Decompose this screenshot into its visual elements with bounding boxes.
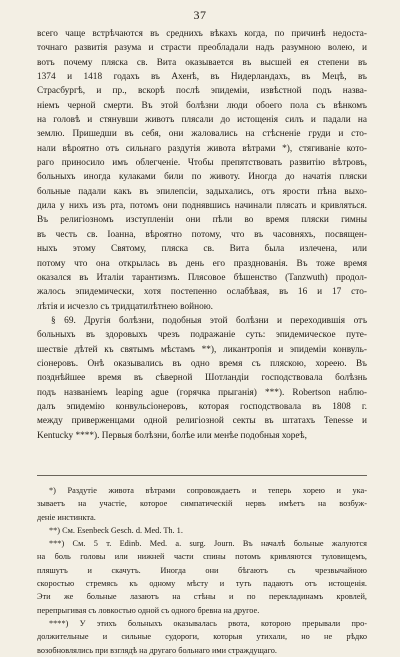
text-line: далъ эпидемію конвульсіонеровъ, которая господствовала въ 1808 г. — [37, 401, 367, 412]
text-line: нали вѣроятно отъ сильнаго раздутія живота вѣтрами *), стягиваніе кото- — [37, 143, 367, 154]
footnote-line: зываетъ на участіе, которое симпатическій нервъ имѣетъ на возбуж- — [37, 499, 367, 509]
text-line: позднѣйшее время въ сѣверной Шотландіи господствовала болѣзнь — [37, 373, 367, 384]
text-line: землю. Пришедши въ себя, они жаловались на стѣсненіе груди и сто- — [37, 129, 367, 140]
text-line: ныхъ этому Святому, пляска св. Вита была излечена, или — [37, 244, 367, 255]
footnote-line: перепрыгивая съ ловкостью одной съ одного бревна на другое. — [37, 605, 260, 615]
text-line: § 69. Другія болѣзни, подобныя этой болѣзни и переходившія отъ — [51, 315, 367, 326]
text-line: больныхъ въ здоровыхъ чрезъ подражаніе суть: эпидемическое путе- — [37, 330, 367, 341]
footnote-line: деніе инстинкта. — [37, 512, 96, 522]
main-text — [37, 27, 367, 443]
text-line: жалось эпидемически, хотя постепенно ослабѣвая, въ 16 и 17 сто- — [37, 287, 367, 298]
footnote-line: Эти же больные лазаютъ на стѣны и по перекладинамъ кровлей, — [37, 592, 367, 602]
footnote-line: скоростью стремясь къ одному мѣсту и тутъ падаютъ отъ истощенія. — [37, 579, 367, 589]
text-line: Kentucky ****). Первыя болѣзни, болѣе или менѣе подобныя хореѣ, — [37, 430, 307, 441]
text-line: сіонеровъ. Онѣ оказывались въ одно время съ пляскою, хореею. Въ — [37, 358, 367, 369]
footnote-line: на боль головы или нижней части спины потомъ кривляются туловищемъ, — [37, 552, 367, 562]
text-line: лѣтія и исчезло съ тридцатилѣтнею войною. — [37, 301, 214, 312]
footnote-line: **) См. Esenbeck Gesch. d. Med. Th. 1. — [49, 525, 183, 535]
footnote-line: должительные и сильные судороги, которыя утихали, но не рѣдко — [37, 632, 367, 642]
text-line: дила у нихъ изъ рта, потомъ они поднявшись начинали плясать и кривляться. — [37, 201, 367, 212]
footnote-line: возобновлялись при взглядѣ на другаго больнаго ими страждущаго. — [37, 645, 277, 655]
text-line: на головѣ и стянувши животъ плясали до истощенія силъ и падали на — [37, 115, 367, 126]
text-line: всего чаще встрѣчаются въ среднихъ вѣкахъ когда, по причинѣ недоста- — [37, 29, 367, 39]
text-line: оказался въ Италіи тарантизмъ. Плясовое бѣшенство (Tanzwuth) продол- — [37, 272, 367, 283]
text-line: раго приносило имъ облегченіе. Чтобы препятствовать развитію вѣтровъ, — [37, 158, 367, 169]
footnote-divider — [37, 475, 367, 476]
page-number: 37 — [193, 8, 207, 22]
text-line: между приверженцами одной религіозной секты въ штатахъ Tenesse и — [37, 416, 367, 427]
text-line: больные падали какъ въ эпилепсіи, задыхались, отъ ярости пѣна выхо- — [37, 186, 367, 197]
footnotes — [37, 484, 367, 657]
footnote-line: *) Раздутіе живота вѣтрами сопровождаетъ и теперь хорею и ука- — [49, 486, 367, 495]
text-line: точнаго развитія разума и страсти преобладали надъ разумною волею, и — [37, 43, 367, 54]
text-line: шествіе дѣтей къ святымъ мѣстамъ **), ликантропія и эпидеміи конвуль- — [37, 344, 367, 355]
footnote-line: ****) У этихъ больныхъ оказывалась рвота, которою прерывали про- — [49, 618, 367, 628]
text-line: вотъ почему пляска св. Вита оказывается въ высшей ея степени въ — [37, 57, 367, 68]
text-line: Въ религіозномъ изступленіи они пѣли во время пляски гимны — [37, 215, 367, 226]
text-line: больныхъ иногда кулаками били по животу. Иногда до начатія пляски — [37, 172, 367, 183]
footnote-line: пляшутъ и скачутъ. Иногда они бѣгаютъ съ чрезвычайною — [37, 565, 367, 575]
text-line: въ честь св. Іоанна, вѣроятно потому, что въ часовняхъ, посвящен- — [37, 229, 367, 240]
text-line: Страсбургѣ, и пр., вскорѣ послѣ эпидеміи, извѣстной подъ назва- — [37, 86, 367, 97]
text-line: подъ названіемъ leaping ague (горячка прыганія) ***). Robertson наблю- — [37, 387, 367, 398]
text-line: 1374 и 1418 годахъ въ Ахенѣ, въ Нидерландахъ, въ Мецѣ, въ — [37, 72, 367, 83]
footnote-line: ***) См. 5 т. Edinb. Med. a. surg. Journ. Въ началѣ больные жалуются — [49, 539, 367, 549]
text-line: ніемъ черной смерти. Въ этой болѣзни люди обоего пола съ вѣнкомъ — [37, 100, 367, 111]
text-line: потому что она открылась въ день его празднованія. Въ тоже время — [37, 258, 367, 269]
